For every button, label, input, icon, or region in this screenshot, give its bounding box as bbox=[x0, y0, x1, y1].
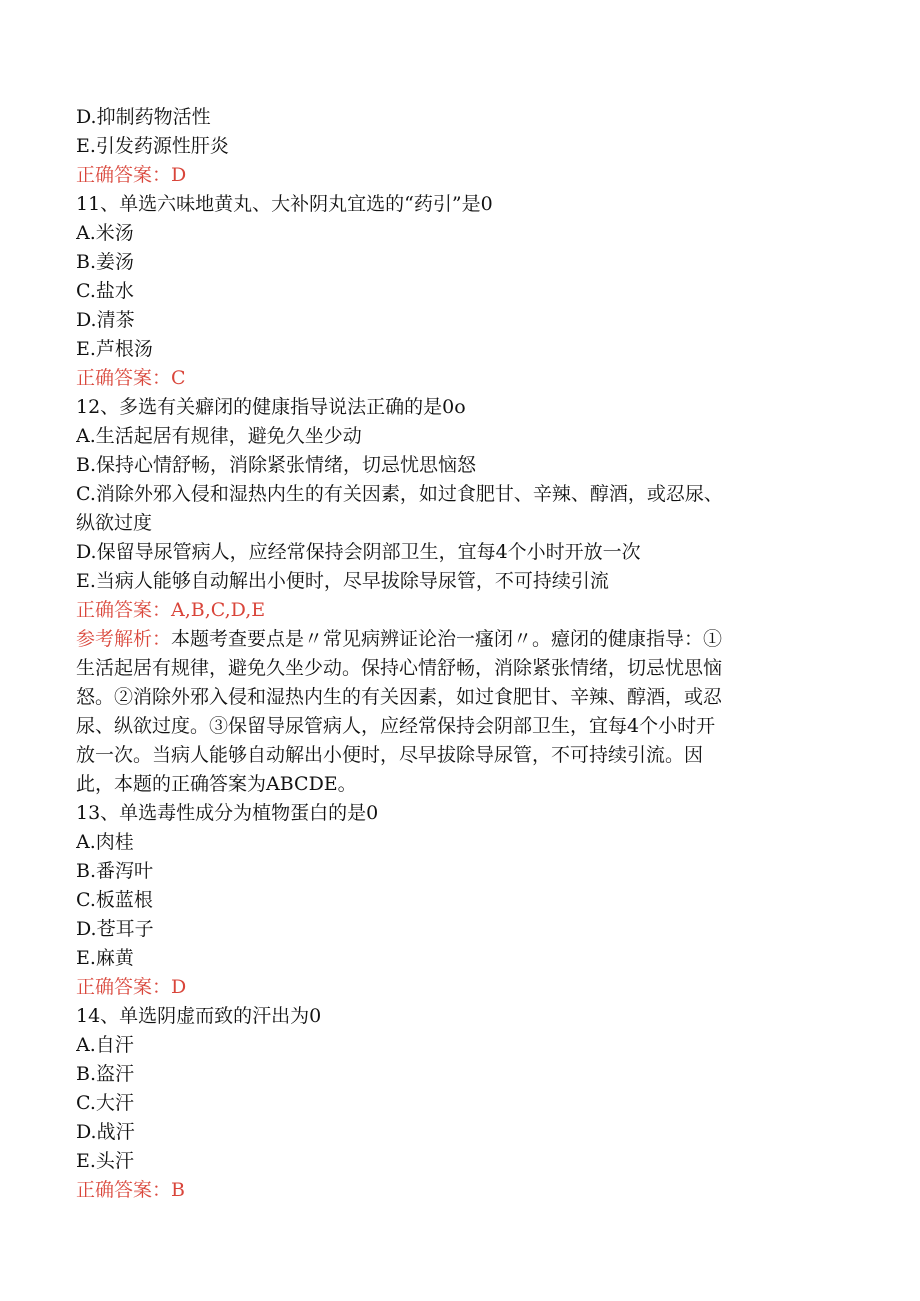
analysis-block bbox=[76, 625, 836, 799]
answer-value: D bbox=[171, 164, 187, 186]
option-c: C.消除外邪入侵和湿热内生的有关因素，如过食肥甘、辛辣、醇酒，或忍尿、 bbox=[76, 483, 723, 505]
question-14 bbox=[76, 1002, 836, 1205]
option-c: C.板蓝根 bbox=[76, 889, 153, 911]
document-page bbox=[76, 103, 836, 1205]
question-11 bbox=[76, 190, 836, 393]
answer-label: 正确答案： bbox=[76, 367, 172, 389]
option-d: D.保留导尿管病人，应经常保持会阴部卫生，宜每4个小时开放一次 bbox=[76, 541, 641, 563]
analysis-line-1 bbox=[76, 625, 836, 654]
answer-label: 正确答案： bbox=[76, 164, 172, 186]
option-c: C.大汗 bbox=[76, 1092, 134, 1114]
analysis-line-2: 生活起居有规律，避免久坐少动。保持心情舒畅，消除紧张情绪，切忌忧思恼 bbox=[76, 657, 723, 679]
option-d: D.战汗 bbox=[76, 1121, 135, 1143]
option-b: B.姜汤 bbox=[76, 251, 135, 273]
answer-line bbox=[76, 364, 836, 393]
answer-label: 正确答案： bbox=[76, 599, 172, 621]
answer-label: 正确答案： bbox=[76, 1179, 172, 1201]
option-d: D.苍耳子 bbox=[76, 918, 154, 940]
answer-line bbox=[76, 973, 836, 1002]
analysis-line-3: 怒。②消除外邪入侵和湿热内生的有关因素，如过食肥甘、辛辣、醇酒，或忍 bbox=[76, 686, 723, 708]
option-e: E.当病人能够自动解出小便时，尽早拔除导尿管，不可持续引流 bbox=[76, 570, 609, 592]
analysis-text: 本题考查要点是〃常见病辨证论治一瘙闭〃。癔闭的健康指导：① bbox=[171, 628, 723, 650]
answer-line bbox=[76, 161, 836, 190]
analysis-line-6: 此，本题的正确答案为ABCDE。 bbox=[76, 773, 357, 795]
option-e: E.芦根汤 bbox=[76, 338, 153, 360]
answer-label: 正确答案： bbox=[76, 976, 172, 998]
option-e: E.引发药源性肝炎 bbox=[76, 135, 229, 157]
answer-line bbox=[76, 596, 836, 625]
option-a: A.生活起居有规律，避免久坐少动 bbox=[76, 425, 362, 447]
question-stem: 14、单选阴虚而致的汗出为0 bbox=[76, 1005, 322, 1027]
option-e: E.头汗 bbox=[76, 1150, 134, 1172]
analysis-line-4: 尿、纵欲过度。③保留导尿管病人，应经常保持会阴部卫生，宜每4个小时开 bbox=[76, 715, 716, 737]
question-stem: 11、单选六味地黄丸、大补阴丸宜选的“药引”是0 bbox=[76, 193, 493, 215]
option-a: A.肉桂 bbox=[76, 831, 134, 853]
option-a: A.米汤 bbox=[76, 222, 134, 244]
answer-value: B bbox=[171, 1179, 185, 1201]
question-stem: 13、单选毒性成分为植物蛋白的是0 bbox=[76, 802, 379, 824]
option-b: B.番泻叶 bbox=[76, 860, 154, 882]
option-c-continued: 纵欲过度 bbox=[76, 512, 153, 534]
question-stem: 12、多选有关癖闭的健康指导说法正确的是0o bbox=[76, 396, 466, 418]
option-d: D.清茶 bbox=[76, 309, 135, 331]
option-b: B.保持心情舒畅，消除紧张情绪，切忌忧思恼怒 bbox=[76, 454, 477, 476]
option-a: A.自汗 bbox=[76, 1034, 134, 1056]
answer-value: D bbox=[171, 976, 187, 998]
option-b: B.盗汗 bbox=[76, 1063, 135, 1085]
answer-line bbox=[76, 1176, 836, 1205]
question-12 bbox=[76, 393, 836, 799]
option-e: E.麻黄 bbox=[76, 947, 134, 969]
answer-value: C bbox=[171, 367, 186, 389]
analysis-line-5: 放一次。当病人能够自动解出小便时，尽早拔除导尿管，不可持续引流。因 bbox=[76, 744, 704, 766]
option-d: D.抑制药物活性 bbox=[76, 106, 211, 128]
question-13 bbox=[76, 799, 836, 1002]
option-c: C.盐水 bbox=[76, 280, 134, 302]
question-10-tail bbox=[76, 103, 836, 190]
analysis-label: 参考解析： bbox=[76, 628, 172, 650]
answer-value: A,B,C,D,E bbox=[171, 599, 266, 621]
